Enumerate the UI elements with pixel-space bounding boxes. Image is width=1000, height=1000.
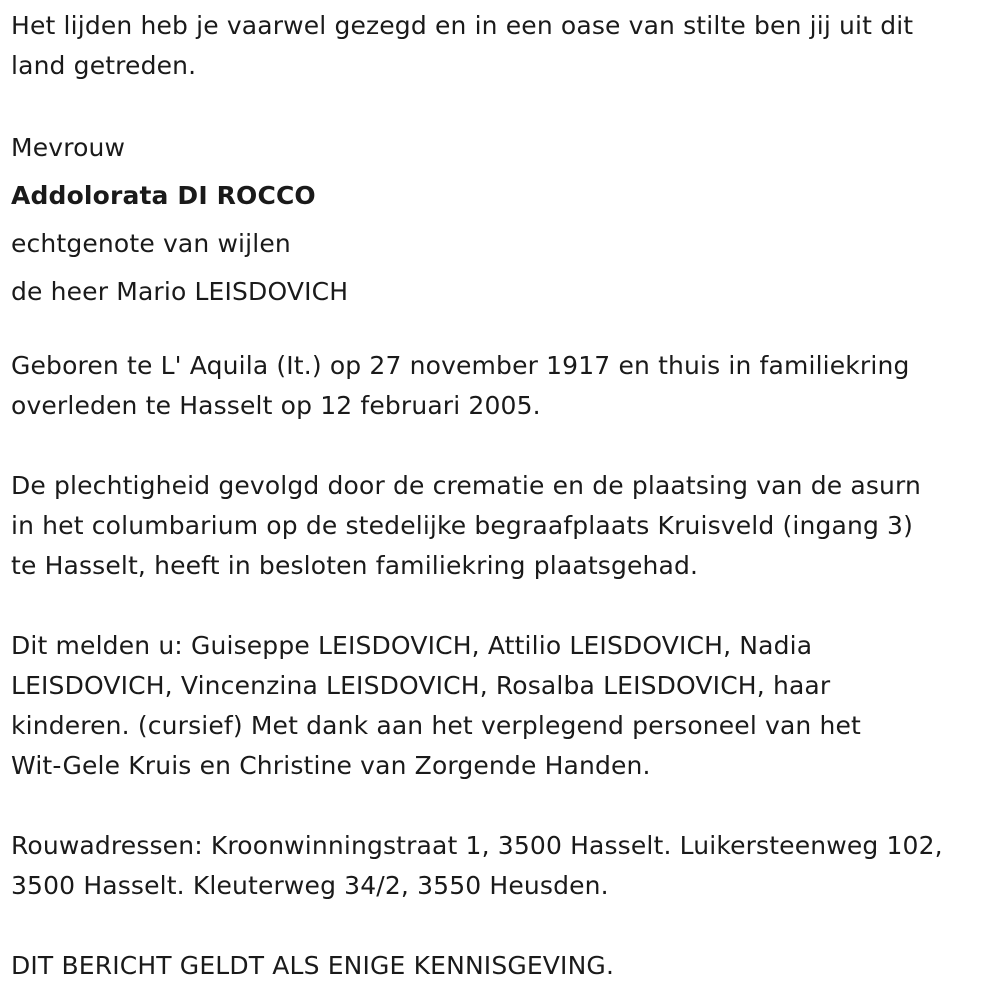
relation-text: echtgenote van wijlen [11, 229, 291, 258]
addresses-paragraph [11, 826, 990, 906]
family-line: kinderen. (cursief) Met dank aan het verplegend personeel van het [11, 711, 861, 740]
intro-paragraph [11, 6, 990, 86]
honorific: Mevrouw [11, 133, 126, 162]
address-line: 3500 Hasselt. Kleuterweg 34/2, 3550 Heusden. [11, 871, 609, 900]
birth-death-paragraph [11, 346, 990, 426]
intro-line: land getreden. [11, 51, 197, 80]
address-line: Rouwadressen: Kroonwinningstraat 1, 3500 Hasselt. Luikersteenweg 102, [11, 831, 943, 860]
ceremony-line: te Hasselt, heeft in besloten familiekring plaatsgehad. [11, 551, 699, 580]
birth-line: overleden te Hasselt op 12 februari 2005. [11, 391, 541, 420]
family-line: Wit-Gele Kruis en Christine van Zorgende Handen. [11, 751, 651, 780]
closing-line: DIT BERICHT GELDT ALS ENIGE KENNISGEVING. [11, 951, 615, 980]
ceremony-paragraph [11, 466, 990, 586]
deceased-name: Addolorata DI ROCCO [11, 181, 316, 210]
family-line: Dit melden u: Guiseppe LEISDOVICH, Attilio LEISDOVICH, Nadia [11, 631, 813, 660]
ceremony-line: De plechtigheid gevolgd door de crematie en de plaatsing van de asurn [11, 471, 922, 500]
intro-line: Het lijden heb je vaarwel gezegd en in een oase van stilte ben jij uit dit [11, 11, 914, 40]
ceremony-line: in het columbarium op de stedelijke begraafplaats Kruisveld (ingang 3) [11, 511, 914, 540]
closing-notice [11, 946, 990, 986]
spouse-name: de heer Mario LEISDOVICH [11, 277, 349, 306]
birth-line: Geboren te L' Aquila (It.) op 27 november 1917 en thuis in familiekring [11, 351, 910, 380]
deceased-block [11, 124, 990, 316]
family-line: LEISDOVICH, Vincenzina LEISDOVICH, Rosalba LEISDOVICH, haar [11, 671, 831, 700]
family-paragraph [11, 626, 990, 786]
